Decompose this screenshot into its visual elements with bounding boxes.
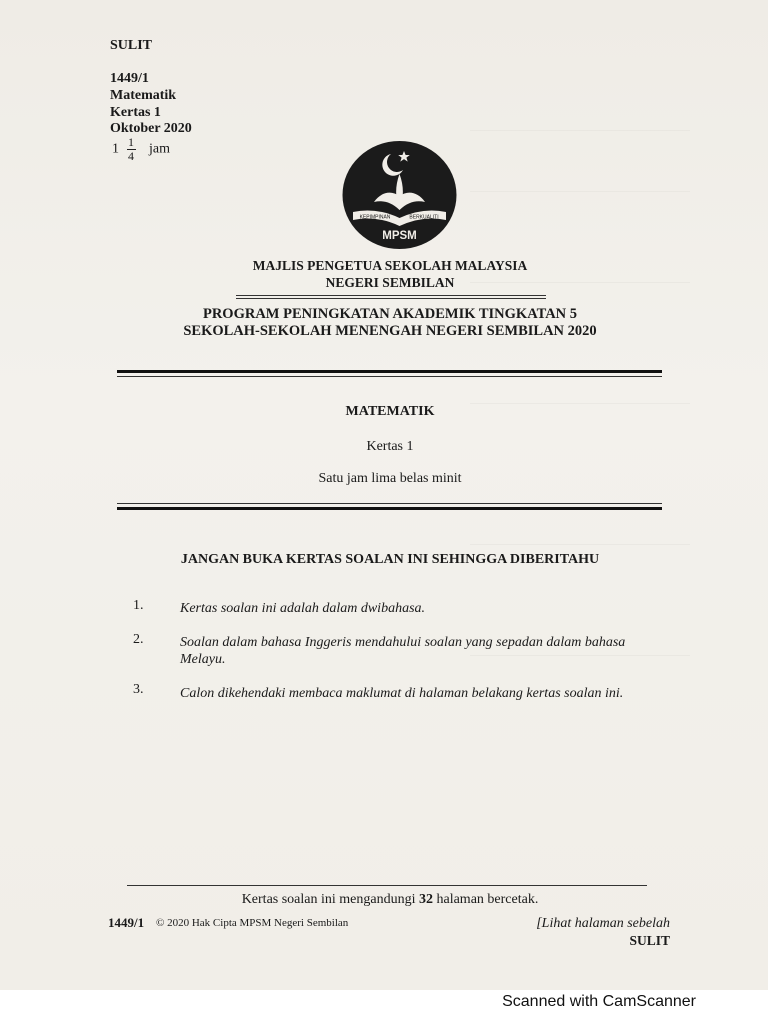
page-count — [0, 892, 768, 908]
divider — [117, 503, 662, 504]
page-count-suffix: halaman bercetak. — [432, 892, 539, 907]
exam-duration: Satu jam lima belas minit — [318, 471, 462, 486]
mpsm-logo — [341, 140, 458, 250]
exam-subject: MATEMATIK — [345, 404, 435, 419]
duration-whole: 1 — [112, 141, 119, 157]
instruction-text: Kertas soalan ini adalah dalam dwibahasa. — [180, 601, 426, 616]
logo-ribbon-left: KEPIMPINAN — [359, 214, 391, 221]
exam-date: Oktober 2020 — [110, 121, 192, 136]
logo-ribbon-right: BERKUALITI — [409, 214, 439, 221]
exam-paper-label: Kertas 1 — [366, 439, 414, 454]
instruction-number: 1. — [133, 598, 144, 613]
duration-fraction — [127, 136, 136, 163]
divider-double-bottom — [117, 507, 662, 510]
warning-text: JANGAN BUKA KERTAS SOALAN INI SEHINGGA DIBERITAHU — [180, 552, 600, 567]
footer-classification: SULIT — [629, 933, 670, 948]
page-count-value: 32 — [418, 892, 433, 907]
instruction-number: 2. — [133, 632, 144, 647]
logo-acronym: MPSM — [382, 230, 417, 242]
page-count-prefix: Kertas soalan ini mengandungi — [241, 892, 419, 907]
bleed-through-texture — [470, 100, 690, 880]
divider-double-top — [117, 370, 662, 373]
paper-label: Kertas 1 — [110, 105, 161, 120]
divider — [236, 295, 546, 296]
footer-next-page: [Lihat halaman sebelah — [536, 916, 670, 931]
scanner-watermark: Scanned with CamScanner — [502, 993, 696, 1010]
instruction-number: 3. — [133, 682, 144, 697]
subject-label: Matematik — [110, 88, 177, 103]
duration-unit: jam — [149, 141, 170, 157]
divider — [117, 376, 662, 377]
divider — [236, 298, 546, 299]
organisation-line2: NEGERI SEMBILAN — [325, 275, 455, 290]
footer-copyright: © 2020 Hak Cipta MPSM Negeri Sembilan — [156, 917, 349, 929]
classification-top: SULIT — [110, 38, 153, 53]
duration — [112, 136, 170, 163]
duration-numerator: 1 — [128, 135, 134, 149]
organisation-line1: MAJLIS PENGETUA SEKOLAH MALAYSIA — [252, 258, 528, 273]
programme-line1: PROGRAM PENINGKATAN AKADEMIK TINGKATAN 5 — [202, 306, 578, 322]
scanner-watermark-bar — [0, 990, 768, 1024]
footer-divider — [127, 885, 647, 886]
paper-code: 1449/1 — [110, 71, 149, 86]
instruction-text: Calon dikehendaki membaca maklumat di halaman belakang kertas soalan ini. — [180, 686, 624, 701]
instruction-text: Soalan dalam bahasa Inggeris mendahului soalan yang sepadan dalam bahasa Melayu. — [180, 635, 626, 667]
duration-denominator: 4 — [128, 149, 134, 163]
footer-code: 1449/1 — [108, 915, 145, 930]
programme-line2: SEKOLAH-SEKOLAH MENENGAH NEGERI SEMBILAN 2020 — [183, 323, 597, 339]
